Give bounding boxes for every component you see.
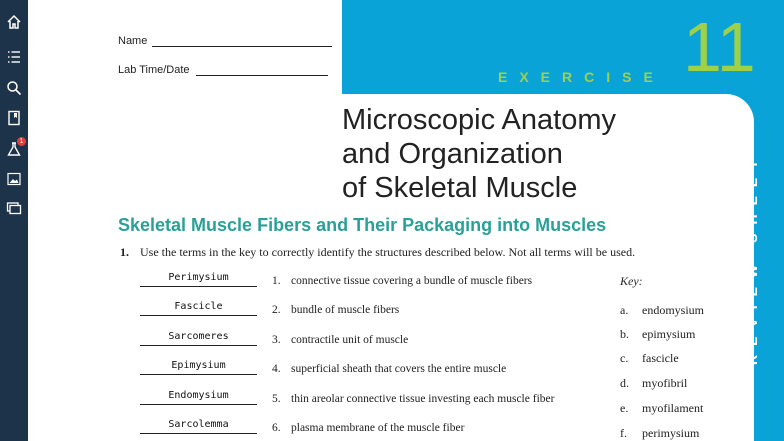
exercise-number: 11 [683, 8, 756, 86]
search-button[interactable] [4, 78, 24, 98]
item-number: 6. [272, 422, 281, 434]
key-entry [620, 426, 699, 441]
key-letter: e. [620, 401, 629, 415]
answer-text: Sarcomeres [168, 331, 229, 342]
name-label: Name [118, 35, 148, 47]
item-number: 1. [272, 275, 281, 287]
list-item [28, 331, 618, 351]
key-entry [620, 401, 703, 416]
item-description: plasma membrane of the muscle fiber [291, 422, 465, 434]
exercise-label: EXERCISE [498, 69, 665, 85]
key-term: fascicle [642, 351, 679, 365]
question-text: Use the terms in the key to correctly identify the structures described below. Not all terms will be used. [140, 245, 636, 259]
answer-line [140, 315, 257, 316]
key-term: myofilament [642, 401, 704, 415]
question-number: 1. [120, 245, 129, 259]
media-button[interactable] [4, 169, 24, 189]
item-number: 3. [272, 334, 281, 346]
list-item [28, 390, 618, 410]
key-term: endomysium [642, 303, 704, 317]
page-title [342, 103, 616, 205]
key-entry [620, 303, 704, 318]
title-line-3: of Skeletal Muscle [342, 172, 578, 204]
answer-text: Fascicle [174, 301, 223, 312]
key-entry [620, 327, 695, 342]
home-button[interactable] [4, 12, 24, 32]
answer-line [140, 433, 257, 434]
lab-time-label: Lab Time/Date [118, 64, 190, 76]
title-line-2: and Organization [342, 138, 563, 170]
item-description: connective tissue covering a bundle of muscle fibers [291, 275, 533, 287]
item-description: thin areolar connective tissue investing each muscle fiber [291, 393, 555, 405]
item-description: contractile unit of muscle [291, 334, 409, 346]
contents-button[interactable] [4, 47, 24, 67]
item-number: 2. [272, 304, 281, 316]
key-term: epimysium [642, 327, 696, 341]
key-letter: f. [620, 426, 627, 440]
slides-button[interactable] [4, 198, 24, 218]
list-item [28, 360, 618, 380]
answer-line [140, 345, 257, 346]
key-entry [620, 351, 679, 366]
answer-text: Sarcolemma [168, 419, 229, 430]
list-icon [6, 49, 22, 65]
item-number: 5. [272, 393, 281, 405]
key-title: Key: [620, 274, 643, 288]
lab-time-line [196, 75, 328, 76]
list-item [28, 419, 618, 439]
answer-line [140, 286, 257, 287]
key-entry [620, 376, 687, 391]
name-line [152, 46, 332, 47]
assignments-button[interactable] [4, 139, 24, 159]
page-body-left [28, 94, 328, 441]
image-icon [6, 171, 22, 187]
review-sheet-label: REVIEW SHEET [744, 151, 760, 365]
worksheet-page [28, 0, 784, 441]
slides-icon [6, 200, 22, 216]
sidebar [0, 0, 28, 441]
key-letter: d. [620, 376, 629, 390]
bookmark-button[interactable] [4, 108, 24, 128]
key-term: perimysium [642, 426, 700, 440]
answer-text: Endomysium [168, 390, 229, 401]
item-number: 4. [272, 363, 281, 375]
section-heading: Skeletal Muscle Fibers and Their Packaging into Muscles [118, 215, 607, 235]
answer-text: Perimysium [168, 272, 229, 283]
key-letter: a. [620, 303, 629, 317]
title-line-1: Microscopic Anatomy [342, 104, 616, 136]
key-letter: b. [620, 327, 629, 341]
list-item [28, 272, 618, 292]
item-description: bundle of muscle fibers [291, 304, 400, 316]
home-icon [6, 14, 22, 30]
answer-line [140, 404, 257, 405]
notification-badge: 1 [17, 137, 26, 146]
answer-line [140, 374, 257, 375]
key-letter: c. [620, 351, 629, 365]
key-term: myofibril [642, 376, 688, 390]
search-icon [6, 80, 22, 96]
list-item [28, 301, 618, 321]
answer-text: Epimysium [171, 360, 226, 371]
item-description: superficial sheath that covers the entire muscle [291, 363, 507, 375]
bookmark-icon [6, 110, 22, 126]
